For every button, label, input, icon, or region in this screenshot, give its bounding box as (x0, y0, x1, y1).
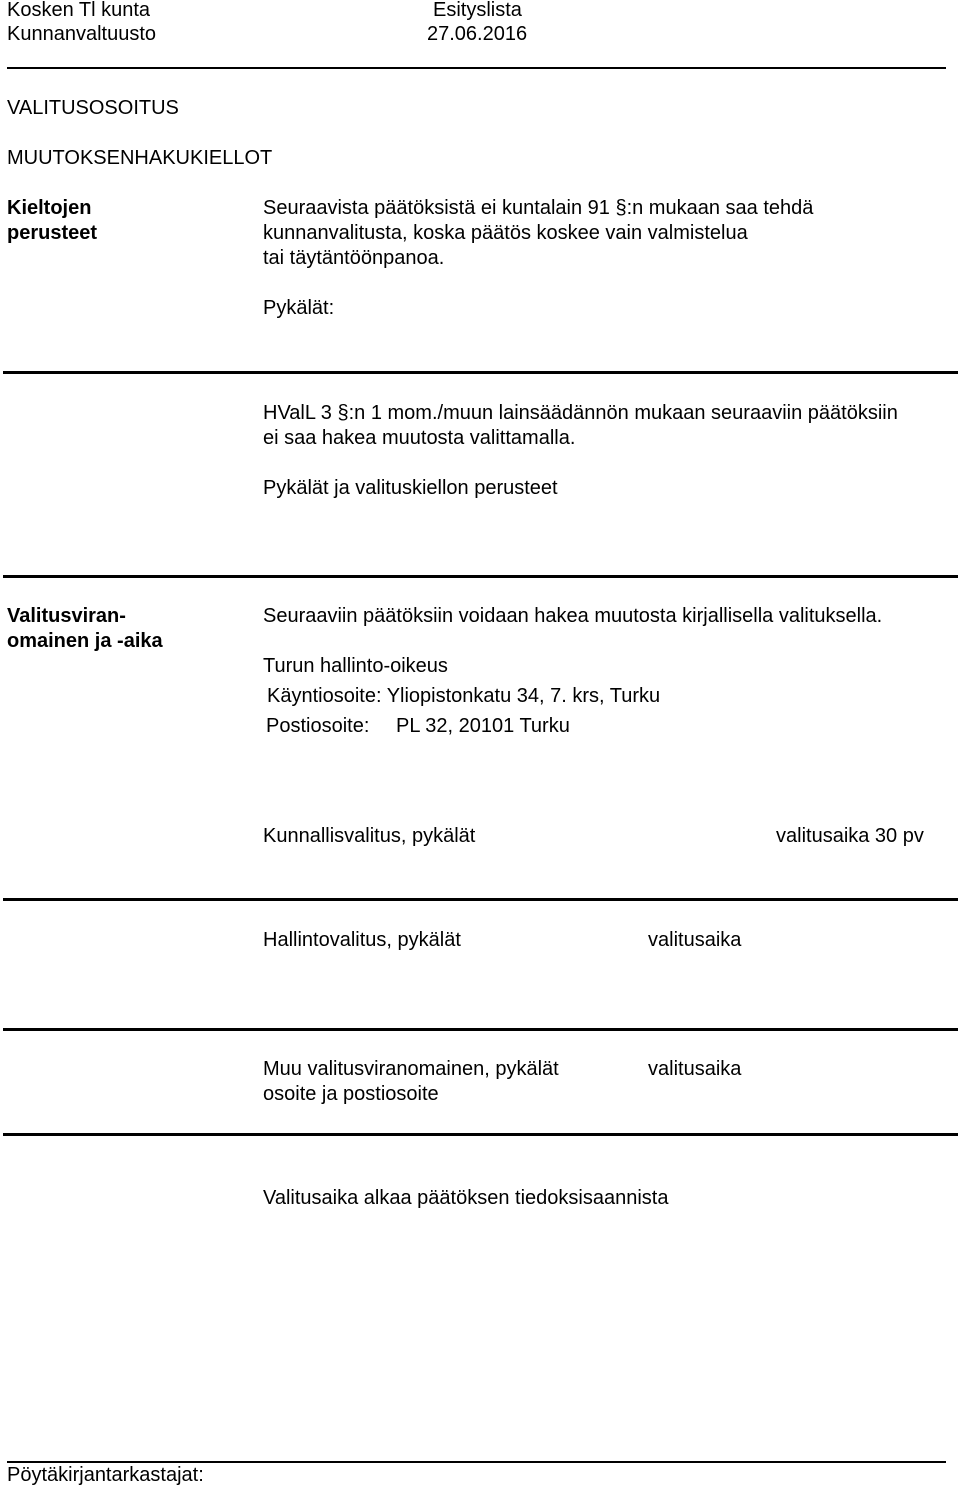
restrictions-label-line2: perusteet (7, 222, 98, 244)
restrictions-label-line1: Kieltojen (7, 197, 92, 219)
section-divider (3, 575, 958, 578)
header-organization: Kosken Tl kunta (7, 0, 151, 21)
appeal-intro: Seuraaviin päätöksiin voidaan hakea muutosta kirjallisella valituksella. (263, 605, 883, 627)
section-divider (3, 1028, 958, 1031)
appeal-label-line2: omainen ja -aika (7, 630, 163, 652)
header-body: Kunnanvaltuusto (7, 23, 157, 45)
other-authority-label-line2: osoite ja postiosoite (263, 1083, 439, 1105)
minutes-checkers-label: Pöytäkirjantarkastajat: (7, 1464, 204, 1486)
section-divider (3, 1133, 958, 1136)
court-name: Turun hallinto-oikeus (263, 655, 448, 677)
section-divider (3, 371, 958, 374)
section-divider (3, 898, 958, 901)
header-document-type: Esityslista (433, 0, 522, 21)
restrictions-text-line2: kunnanvalitusta, koska päätös koskee vain valmistelua (263, 222, 748, 244)
administrative-appeal-label: Hallintovalitus, pykälät (263, 929, 461, 951)
administrative-appeal-period: valitusaika (648, 929, 742, 951)
restrictions-text-line1: Seuraavista päätöksistä ei kuntalain 91 §:n mukaan saa tehdä (263, 197, 814, 219)
restrictions-heading: MUUTOKSENHAKUKIELLOT (7, 147, 273, 169)
postal-address-value: PL 32, 20101 Turku (396, 715, 570, 737)
restrictions-sections-label: Pykälät: (263, 297, 335, 319)
appeal-period-start: Valitusaika alkaa päätöksen tiedoksisaannista (263, 1187, 669, 1209)
header-divider (7, 67, 946, 69)
other-authority-label-line1: Muu valitusviranomainen, pykälät (263, 1058, 559, 1080)
appeal-label-line1: Valitusviran- (7, 605, 126, 627)
document-title: VALITUSOSOITUS (7, 97, 179, 119)
municipal-appeal-label: Kunnallisvalitus, pykälät (263, 825, 476, 847)
hval-text-line2: ei saa hakea muutosta valittamalla. (263, 427, 576, 449)
visit-address: Käyntiosoite: Yliopistonkatu 34, 7. krs, Turku (267, 685, 661, 707)
other-authority-period: valitusaika (648, 1058, 742, 1080)
restrictions-text-line3: tai täytäntöönpanoa. (263, 247, 445, 269)
municipal-appeal-period: valitusaika 30 pv (776, 825, 924, 847)
hval-sections-label: Pykälät ja valituskiellon perusteet (263, 477, 558, 499)
postal-address-label: Postiosoite: (266, 715, 370, 737)
hval-text-line1: HValL 3 §:n 1 mom./muun lainsäädännön mukaan seuraaviin päätöksiin (263, 402, 898, 424)
header-date: 27.06.2016 (427, 23, 528, 45)
